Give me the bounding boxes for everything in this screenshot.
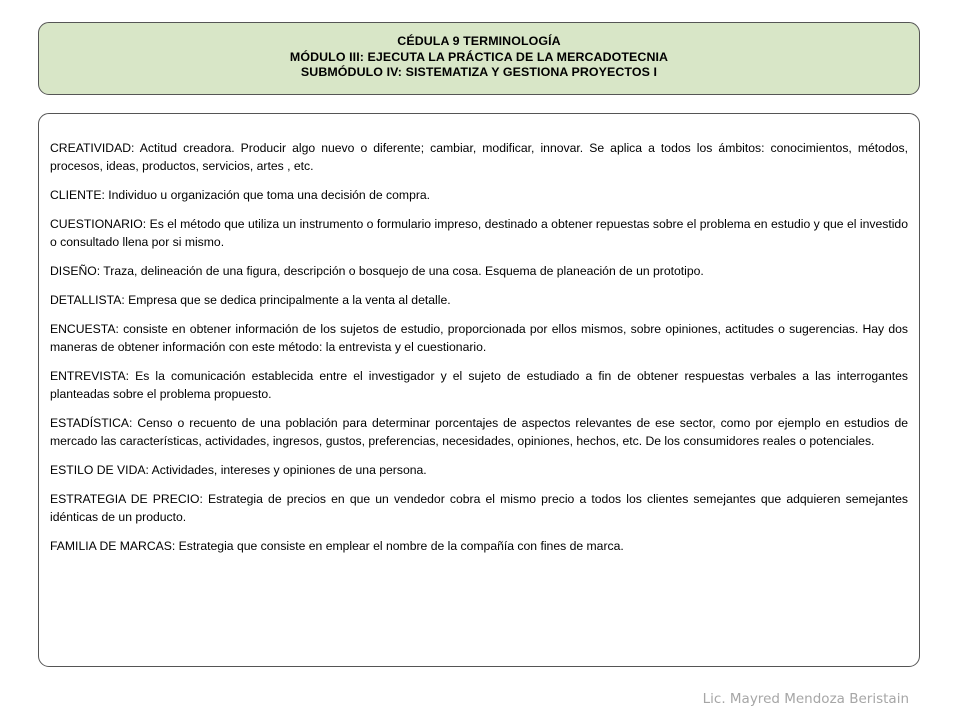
author-credit: Lic. Mayred Mendoza Beristain [702,691,909,707]
glossary-definition: Censo o recuento de una población para determinar porcentajes de aspectos relevantes de ese sector, como por ejemplo en estudios de mercado las características, actividades, ingresos, gustos, preferencias, necesidades, opiniones, hechos, etc. De los consumidores reales o potenciales. [50,416,908,448]
glossary-entry-cliente [50,186,908,204]
glossary-definition: Actitud creadora. Producir algo nuevo o diferente; cambiar, modificar, innovar. Se aplica a todos los ámbitos: conocimientos, métodos, procesos, ideas, productos, servicios, artes , etc. [50,141,908,173]
glossary-entry-estilo-de-vida [50,461,908,479]
glossary-definition: Es el método que utiliza un instrumento o formulario impreso, destinado a obtener repuestas sobre el problema en estudio y que el investido o consultado llena por si mismo. [50,217,908,249]
glossary-definition: consiste en obtener información de los sujetos de estudio, proporcionada por ellos mismos, sobre opiniones, actitudes o sugerencias. Hay dos maneras de obtener información con este método: la entrevista y el cuestionario. [50,322,908,354]
header-box [38,22,920,95]
glossary-definition: Empresa que se dedica principalmente a la venta al detalle. [124,293,451,307]
header-title: CÉDULA 9 TERMINOLOGÍA [397,34,561,48]
glossary-definition: Estrategia que consiste en emplear el nombre de la compañía con fines de marca. [175,539,624,553]
header-module: MÓDULO III: EJECUTA LA PRÁCTICA DE LA MERCADOTECNIA [289,49,669,64]
glossary-entry-cuestionario [50,215,908,251]
glossary-term: CREATIVIDAD: [50,141,135,155]
glossary-definition: Traza, delineación de una figura, descripción o bosquejo de una cosa. Esquema de planeación de un prototipo. [100,264,704,278]
glossary-definition: Actividades, intereses y opiniones de una persona. [148,463,427,477]
glossary-term: ESTADÍSTICA: [50,416,133,430]
glossary-entry-familia-de-marcas [50,537,908,555]
glossary-entry-estadistica [50,414,908,450]
glossary-definition: Estrategia de precios en que un vendedor cobra el mismo precio a todos los clientes semejantes que adquieren semejantes idénticas de un producto. [50,492,908,524]
glossary-entry-encuesta [50,320,908,356]
glossary-term: ENTREVISTA: [50,369,130,383]
glossary-entry-diseno [50,262,908,280]
glossary-entry-creatividad [50,139,908,175]
glossary-term: CUESTIONARIO: [50,217,147,231]
glossary-box [38,113,920,667]
glossary-definition: Es la comunicación establecida entre el investigador y el sujeto de estudiado a fin de obtener respuestas verbales a las interrogantes planteadas sobre el problema propuesto. [50,369,908,401]
glossary-definition: Individuo u organización que toma una decisión de compra. [104,188,431,202]
glossary-term: DISEÑO: [50,264,101,278]
glossary-entry-estrategia-de-precio [50,490,908,526]
glossary-term: DETALLISTA: [50,293,125,307]
glossary-term: ESTILO DE VIDA: [50,463,149,477]
glossary-entry-detallista [50,291,908,309]
glossary-term: CLIENTE: [50,188,105,202]
glossary-term: ENCUESTA: [50,322,119,336]
header-submodule: SUBMÓDULO IV: SISTEMATIZA Y GESTIONA PROYECTOS I [300,65,658,79]
glossary-entry-entrevista [50,367,908,403]
glossary-term: FAMILIA DE MARCAS: [50,539,176,553]
glossary-term: ESTRATEGIA DE PRECIO: [50,492,203,506]
